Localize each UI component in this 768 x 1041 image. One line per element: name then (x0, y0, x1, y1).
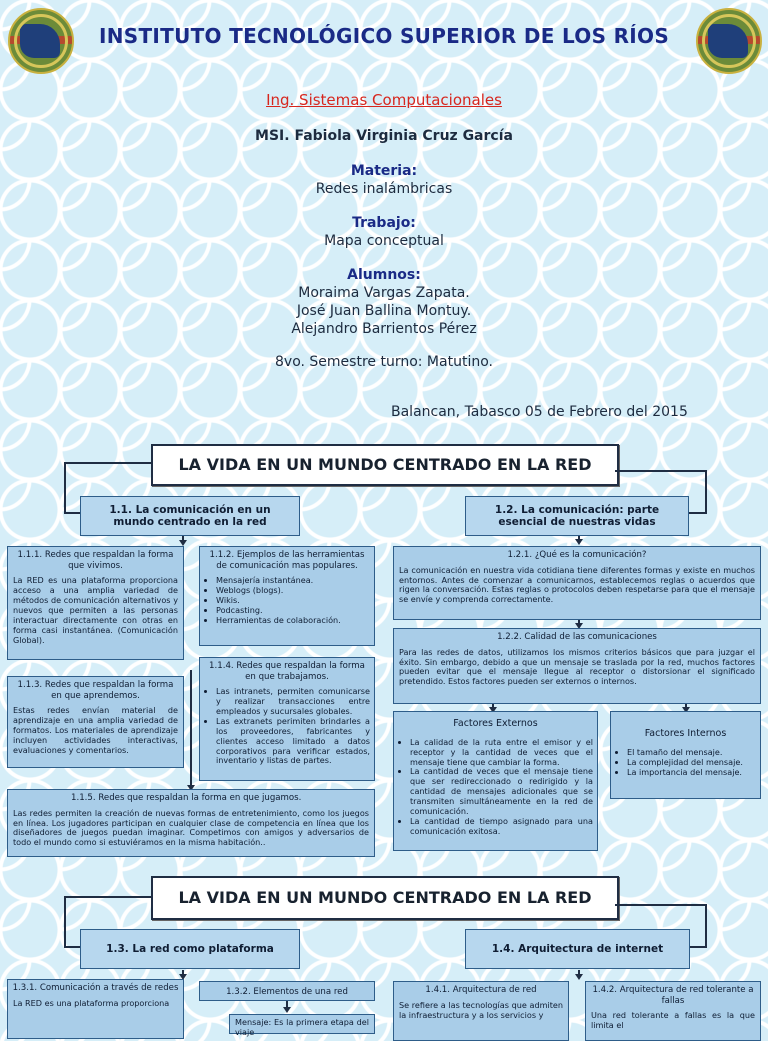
node-title: 1.1.3. Redes que respaldan la forma en que aprendemos. (17, 680, 174, 701)
node-text: Estas redes envían material de aprendizaje en una amplia variedad de formatos. Los materiales de aprendizaje incluyen actividades interactivas, evaluaciones y comentarios. (13, 705, 178, 755)
list-item: • El tamaño del mensaje. (627, 748, 756, 758)
node-title: 1.3.1. Comunicación a través de redes (12, 983, 179, 993)
institute-logo-left (8, 8, 74, 74)
list-item: • La complejidad del mensaje. (627, 758, 756, 768)
subject-label: Materia: (350, 163, 418, 179)
institution-title: INSTITUTO TECNOLÓGICO SUPERIOR DE LOS RÍOS (98, 24, 670, 48)
node-1-3-2-partial (229, 1014, 375, 1037)
work-value: Mapa conceptual (324, 233, 444, 249)
node-1-1-2 (199, 546, 375, 646)
map-banner: LA VIDA EN UN MUNDO CENTRADO EN LA RED (151, 444, 619, 486)
list-item: • Mensajería instantánea. (216, 576, 370, 586)
career-name: Ing. Sistemas Computacionales (266, 91, 502, 109)
list-item: • La calidad de la ruta entre el emisor y el receptor y la cantidad de veces que el mensaje tiene que cambiar la forma. (410, 738, 593, 768)
node-1-4: 1.4. Arquitectura de internet (465, 929, 690, 969)
list-item: • Las extranets perimiten brindarles a los proveedores, fabricantes y clientes acceso limitado a datos corporativos para verificar estados, inventario y listas de partes. (216, 717, 370, 766)
list-item: • Las intranets, permiten comunicarse y realizar transacciones entre empleados y sucursales globales. (216, 687, 370, 717)
institute-logo-right (696, 8, 762, 74)
list-item: • La importancia del mensaje. (627, 768, 756, 778)
node-1-1-3 (7, 676, 184, 768)
node-1-2-2 (393, 628, 761, 704)
node-text: Una red tolerante a fallas es la que limita el (591, 1010, 755, 1031)
list-item: • Weblogs (blogs). (216, 586, 370, 596)
node-1-1-4 (199, 657, 375, 781)
node-title: 1.1.1. Redes que respaldan la forma que vivimos. (17, 550, 174, 571)
node-title: 1.2.2. Calidad de las comunicaciones (497, 632, 657, 642)
node-text: La RED es una plataforma proporciona (13, 997, 170, 1008)
list-item: • La cantidad de veces que el mensaje tiene que ser redireccionado o redirigido y la cantidad de mensajes adicionales que se transmiten simultáneamente en la red de comunicación. (410, 767, 593, 816)
internal-factors (610, 711, 761, 799)
list-item: • Herramientas de colaboración. (216, 616, 370, 626)
node-text: La comunicación en nuestra vida cotidiana tiene diferentes formas y existe en muchos entornos. Antes de comenzar a comunicarnos, establecemos reglas o acuerdos que rigen la conversación. Estas reglas o protocolos deben respetarse para que el mensaje se envíe y comprenda correctamente. (399, 564, 755, 605)
list-item: • Wikis. (216, 596, 370, 606)
node-1-3-1 (7, 979, 184, 1039)
node-1-2-1 (393, 546, 761, 620)
node-text: Las redes permiten la creación de nuevas formas de entretenimiento, como los juegos en línea. Los jugadores participan en cualquier clase de competencia en línea que los diseñadores de juegos puedan imaginar. Competimos con amigos y adversarios de todo el mundo como si estuviéramos en la misma habitación.. (13, 807, 369, 848)
semester-info: 8vo. Semestre turno: Matutino. (275, 354, 493, 370)
work-label: Trabajo: (352, 215, 416, 231)
student-name: Moraima Vargas Zapata. (298, 285, 470, 301)
node-1-1-1 (7, 546, 184, 660)
node-text: La RED es una plataforma proporciona acceso a una amplia variedad de métodos de comunicación alternativos y nuevos que permiten a las personas interactuar directamente con otras en forma casi instantánea. (Comunicación Global). (13, 575, 178, 645)
node-title: 1.1.4. Redes que respaldan la forma en que trabajamos. (209, 661, 365, 682)
node-title: 1.4.2. Arquitectura de red tolerante a fallas (592, 985, 754, 1006)
student-name: José Juan Ballina Montuy. (296, 303, 472, 319)
place-date: Balancan, Tabasco 05 de Febrero del 2015 (391, 404, 688, 420)
subject-value: Redes inalámbricas (315, 181, 453, 197)
node-title: 1.1.2. Ejemplos de las herramientas de comunicación mas populares. (209, 550, 365, 571)
map-banner: LA VIDA EN UN MUNDO CENTRADO EN LA RED (151, 876, 619, 920)
node-title: 1.2.1. ¿Qué es la comunicación? (507, 550, 647, 560)
node-text: Para las redes de datos, utilizamos los mismos criterios básicos que para juzgar el éxito. Sin embargo, debido a que un mensaje se traslada por la red, muchos factores pueden evitar que el mensaje llegue al receptor o distorsionar el significado pretendido. Estos factores pueden ser externos o internos. (399, 646, 755, 687)
node-title: Factores Externos (453, 718, 538, 729)
node-1-4-2 (585, 981, 761, 1041)
external-factors (393, 711, 598, 851)
node-1-1-5 (7, 789, 375, 857)
students-label: Alumnos: (347, 267, 421, 283)
node-text: Se refiere a las tecnologías que admiten la infraestructura y a los servicios y (399, 999, 563, 1020)
student-name: Alejandro Barrientos Pérez (291, 321, 477, 337)
teacher-name: MSI. Fabiola Virginia Cruz García (255, 128, 513, 144)
node-1-4-1 (393, 981, 569, 1041)
node-title: 1.3.2. Elementos de una red (226, 987, 348, 997)
node-1-3: 1.3. La red como plataforma (80, 929, 300, 969)
node-1-3-2 (199, 981, 375, 1001)
node-title: 1.1.5. Redes que respaldan la forma en que jugamos. (71, 793, 302, 803)
node-title: Factores Internos (644, 728, 727, 739)
node-1-1: 1.1. La comunicación en un mundo centrado en la red (80, 496, 300, 536)
node-title: 1.4.1. Arquitectura de red (425, 985, 537, 995)
node-1-2: 1.2. La comunicación: parte esencial de nuestras vidas (465, 496, 689, 536)
node-text: Mensaje: Es la primera etapa del viaje (235, 1017, 369, 1037)
list-item: • La cantidad de tiempo asignado para una comunicación exitosa. (410, 817, 593, 837)
list-item: • Podcasting. (216, 606, 370, 616)
